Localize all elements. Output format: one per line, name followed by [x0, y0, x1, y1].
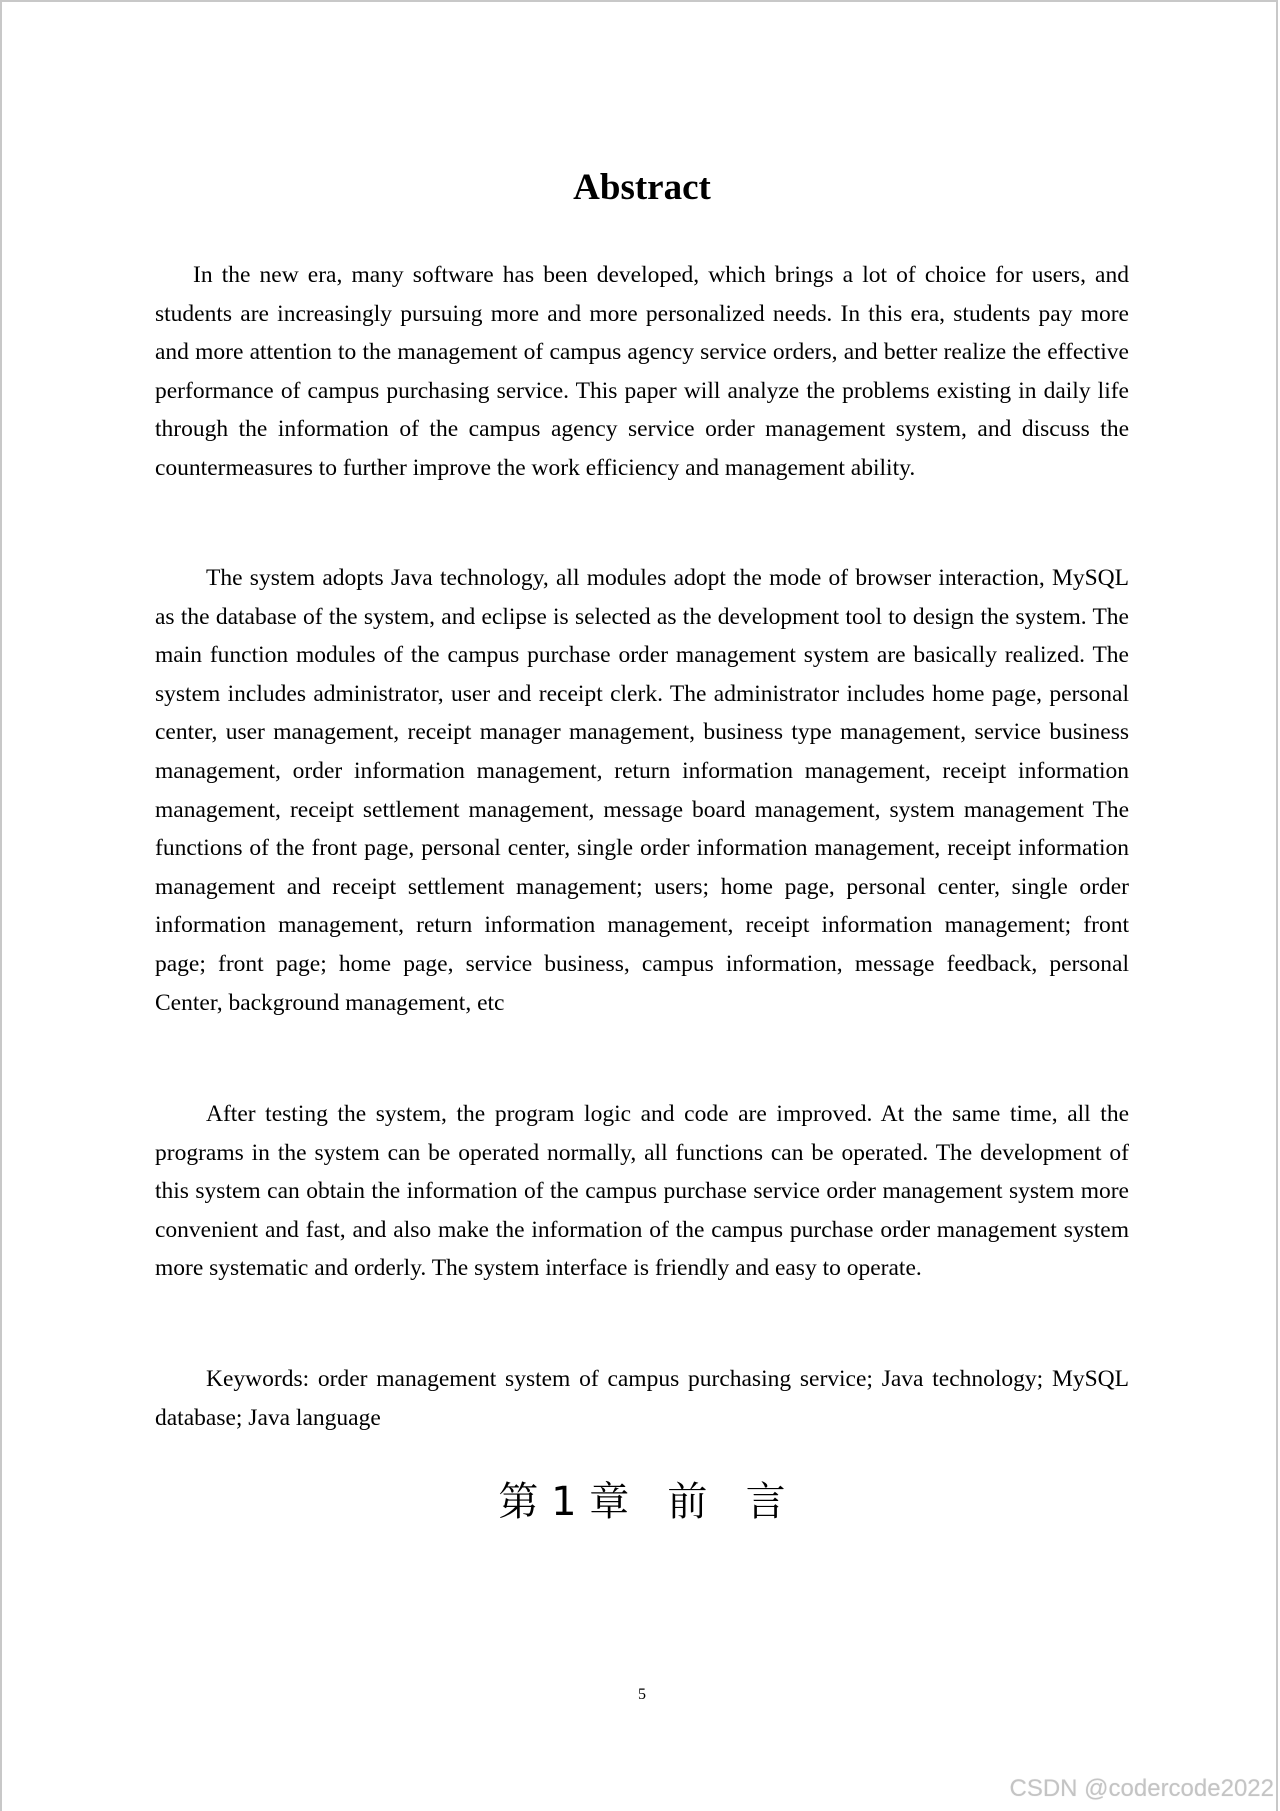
- paragraph-text: In the new era, many software has been developed, which brings a lot of choice for users, and students are increasingly pursuing more and more personalized needs. In this era, students pay more and more attention to the management of campus agency service orders, and better realize the effective performance of campus purchasing service. This paper will analyze the problems existing in daily life through the information of the campus agency service order management system, and discuss the countermeasures to further improve the work efficiency and management ability.: [155, 262, 1129, 481]
- abstract-title: Abstract: [573, 167, 711, 208]
- keywords-text: Keywords: order management system of campus purchasing service; Java technology; MySQL database; Java language: [155, 1366, 1129, 1431]
- keywords-paragraph: [155, 1360, 1129, 1437]
- abstract-paragraph-3: [155, 1095, 1129, 1288]
- paragraph-text: After testing the system, the program logic and code are improved. At the same time, all the programs in the system can be operated normally, all functions can be operated. The development of this system can obtain the information of the campus purchase service order management system more convenient and fast, and also make the information of the campus purchase order management system more systematic and orderly. The system interface is friendly and easy to operate.: [155, 1101, 1129, 1282]
- abstract-paragraph-1: [155, 256, 1129, 488]
- paragraph-text: The system adopts Java technology, all modules adopt the mode of browser interaction, MySQL as the database of the system, and eclipse is selected as the development tool to design the system. The main function modules of the campus purchase order management system are basically realized. The system includes administrator, user and receipt clerk. The administrator includes home page, personal center, user management, receipt manager management, business type management, service business management, order information management, return information management, receipt information management, receipt settlement management, message board management, system management The functions of the front page, personal center, single order information management, receipt information management and receipt settlement management; users; home page, personal center, single order information management, return information management, receipt information management; front page; front page; home page, service business, campus information, message feedback, personal Center, background management, etc: [155, 565, 1129, 1016]
- page-number: 5: [638, 1686, 646, 1703]
- chapter-heading: 第 1 章 前 言: [498, 1479, 786, 1525]
- csdn-watermark: CSDN @codercode2022: [1009, 1775, 1274, 1802]
- abstract-paragraph-2: [155, 559, 1129, 1022]
